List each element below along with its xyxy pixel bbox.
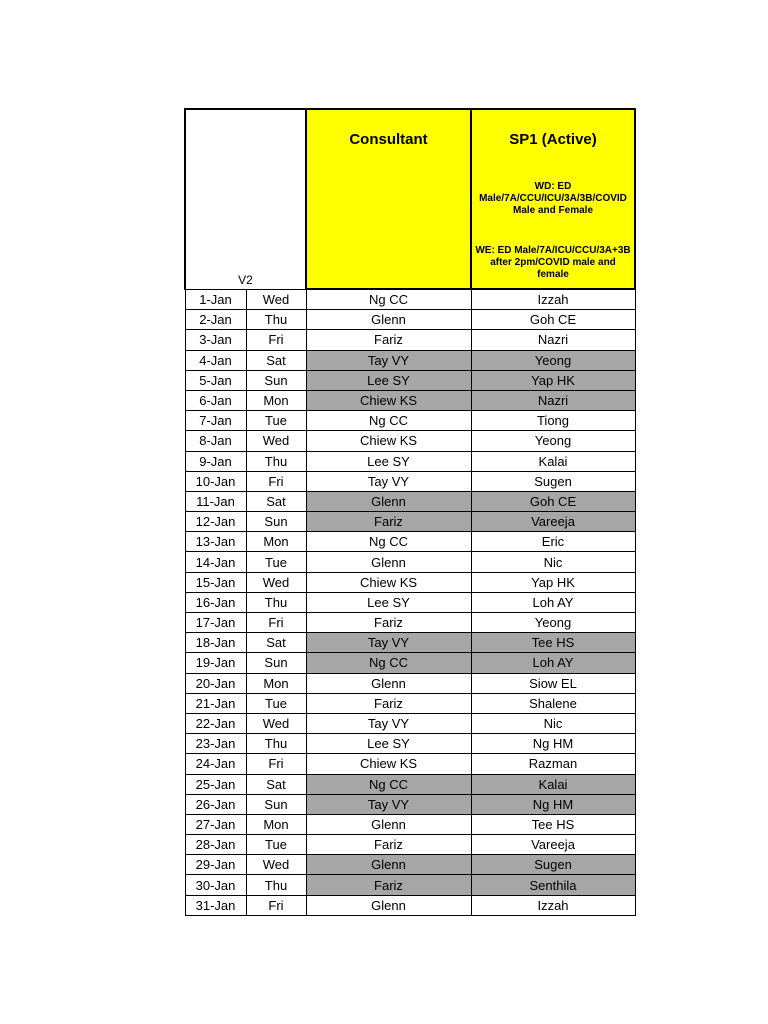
consultant-cell: Lee SY xyxy=(306,734,471,754)
sp1-cell: Yeong xyxy=(471,431,635,451)
date-cell: 29-Jan xyxy=(185,855,246,875)
sp1-cell: Sugen xyxy=(471,855,635,875)
table-row xyxy=(185,330,635,350)
consultant-header xyxy=(306,109,471,289)
date-cell: 3-Jan xyxy=(185,330,246,350)
table-row xyxy=(185,491,635,511)
version-label: V2 xyxy=(238,272,253,287)
date-cell: 12-Jan xyxy=(185,512,246,532)
date-cell: 24-Jan xyxy=(185,754,246,774)
date-cell: 7-Jan xyxy=(185,411,246,431)
consultant-cell: Fariz xyxy=(306,512,471,532)
day-cell: Tue xyxy=(246,411,306,431)
consultant-cell: Glenn xyxy=(306,491,471,511)
date-cell: 19-Jan xyxy=(185,653,246,673)
date-cell: 1-Jan xyxy=(185,289,246,310)
date-cell: 4-Jan xyxy=(185,350,246,370)
day-cell: Tue xyxy=(246,835,306,855)
date-cell: 27-Jan xyxy=(185,814,246,834)
sp1-cell: Yeong xyxy=(471,350,635,370)
sp1-cell: Kalai xyxy=(471,774,635,794)
table-row xyxy=(185,572,635,592)
day-cell: Wed xyxy=(246,289,306,310)
consultant-cell: Ng CC xyxy=(306,532,471,552)
day-cell: Sun xyxy=(246,653,306,673)
day-cell: Wed xyxy=(246,431,306,451)
table-row xyxy=(185,512,635,532)
day-cell: Thu xyxy=(246,875,306,895)
sp1-cell: Siow EL xyxy=(471,673,635,693)
day-cell: Mon xyxy=(246,673,306,693)
table-row xyxy=(185,653,635,673)
table-row xyxy=(185,814,635,834)
roster-table xyxy=(184,108,636,916)
table-row xyxy=(185,552,635,572)
sp1-cell: Tiong xyxy=(471,411,635,431)
consultant-cell: Tay VY xyxy=(306,794,471,814)
table-row xyxy=(185,855,635,875)
day-cell: Wed xyxy=(246,713,306,733)
day-cell: Thu xyxy=(246,592,306,612)
date-cell: 8-Jan xyxy=(185,431,246,451)
table-row xyxy=(185,350,635,370)
sp1-cell: Loh AY xyxy=(471,592,635,612)
table-row xyxy=(185,532,635,552)
date-cell: 28-Jan xyxy=(185,835,246,855)
day-cell: Fri xyxy=(246,613,306,633)
sp1-cell: Shalene xyxy=(471,693,635,713)
consultant-cell: Ng CC xyxy=(306,774,471,794)
table-row xyxy=(185,713,635,733)
day-cell: Tue xyxy=(246,552,306,572)
day-cell: Sat xyxy=(246,633,306,653)
day-cell: Sun xyxy=(246,512,306,532)
day-cell: Wed xyxy=(246,855,306,875)
day-cell: Thu xyxy=(246,734,306,754)
day-cell: Sun xyxy=(246,370,306,390)
consultant-cell: Glenn xyxy=(306,552,471,572)
table-row xyxy=(185,673,635,693)
consultant-cell: Ng CC xyxy=(306,653,471,673)
consultant-cell: Fariz xyxy=(306,875,471,895)
sp1-cell: Tee HS xyxy=(471,814,635,834)
version-cell xyxy=(185,109,306,289)
table-row xyxy=(185,734,635,754)
sp1-weekday-note: WD: ED Male/7A/CCU/ICU/3A/3B/COVID Male and Female xyxy=(479,181,627,216)
sp1-cell: Nic xyxy=(471,552,635,572)
day-cell: Sun xyxy=(246,794,306,814)
day-cell: Tue xyxy=(246,693,306,713)
sp1-cell: Goh CE xyxy=(471,310,635,330)
day-cell: Mon xyxy=(246,532,306,552)
consultant-cell: Chiew KS xyxy=(306,572,471,592)
table-row xyxy=(185,774,635,794)
table-row xyxy=(185,875,635,895)
table-row xyxy=(185,289,635,310)
sp1-cell: Yap HK xyxy=(471,370,635,390)
table-row xyxy=(185,895,635,915)
consultant-cell: Fariz xyxy=(306,330,471,350)
day-cell: Fri xyxy=(246,754,306,774)
header-row xyxy=(185,109,635,289)
sp1-cell: Goh CE xyxy=(471,491,635,511)
date-cell: 26-Jan xyxy=(185,794,246,814)
sp1-weekend-note: WE: ED Male/7A/ICU/CCU/3A+3B after 2pm/COVID male and female xyxy=(475,245,631,280)
sp1-cell: Yeong xyxy=(471,613,635,633)
consultant-cell: Tay VY xyxy=(306,633,471,653)
sp1-header xyxy=(471,109,635,289)
consultant-cell: Tay VY xyxy=(306,713,471,733)
date-cell: 17-Jan xyxy=(185,613,246,633)
table-row xyxy=(185,835,635,855)
consultant-cell: Fariz xyxy=(306,835,471,855)
table-row xyxy=(185,370,635,390)
day-cell: Fri xyxy=(246,330,306,350)
day-cell: Mon xyxy=(246,814,306,834)
table-row xyxy=(185,693,635,713)
date-cell: 25-Jan xyxy=(185,774,246,794)
consultant-cell: Chiew KS xyxy=(306,431,471,451)
day-cell: Sat xyxy=(246,491,306,511)
consultant-cell: Glenn xyxy=(306,814,471,834)
date-cell: 6-Jan xyxy=(185,390,246,410)
day-cell: Sat xyxy=(246,774,306,794)
table-row xyxy=(185,633,635,653)
table-row xyxy=(185,613,635,633)
sp1-cell: Razman xyxy=(471,754,635,774)
date-cell: 22-Jan xyxy=(185,713,246,733)
sp1-title: SP1 (Active) xyxy=(509,131,597,148)
table-row xyxy=(185,794,635,814)
sp1-cell: Sugen xyxy=(471,471,635,491)
sp1-cell: Ng HM xyxy=(471,734,635,754)
sp1-cell: Senthila xyxy=(471,875,635,895)
date-cell: 2-Jan xyxy=(185,310,246,330)
date-cell: 11-Jan xyxy=(185,491,246,511)
date-cell: 20-Jan xyxy=(185,673,246,693)
sp1-cell: Izzah xyxy=(471,895,635,915)
consultant-cell: Glenn xyxy=(306,855,471,875)
table-row xyxy=(185,754,635,774)
date-cell: 23-Jan xyxy=(185,734,246,754)
table-row xyxy=(185,592,635,612)
sp1-cell: Vareeja xyxy=(471,835,635,855)
date-cell: 18-Jan xyxy=(185,633,246,653)
date-cell: 15-Jan xyxy=(185,572,246,592)
day-cell: Fri xyxy=(246,471,306,491)
consultant-cell: Ng CC xyxy=(306,411,471,431)
day-cell: Sat xyxy=(246,350,306,370)
sp1-cell: Yap HK xyxy=(471,572,635,592)
sp1-cell: Tee HS xyxy=(471,633,635,653)
consultant-cell: Fariz xyxy=(306,613,471,633)
consultant-cell: Lee SY xyxy=(306,370,471,390)
date-cell: 5-Jan xyxy=(185,370,246,390)
table-row xyxy=(185,310,635,330)
sp1-cell: Ng HM xyxy=(471,794,635,814)
table-row xyxy=(185,451,635,471)
consultant-cell: Glenn xyxy=(306,310,471,330)
sp1-cell: Vareeja xyxy=(471,512,635,532)
table-row xyxy=(185,411,635,431)
sp1-cell: Nazri xyxy=(471,330,635,350)
consultant-cell: Tay VY xyxy=(306,350,471,370)
consultant-cell: Lee SY xyxy=(306,592,471,612)
day-cell: Thu xyxy=(246,310,306,330)
date-cell: 21-Jan xyxy=(185,693,246,713)
date-cell: 10-Jan xyxy=(185,471,246,491)
sp1-cell: Kalai xyxy=(471,451,635,471)
consultant-cell: Lee SY xyxy=(306,451,471,471)
consultant-cell: Chiew KS xyxy=(306,754,471,774)
sp1-cell: Eric xyxy=(471,532,635,552)
consultant-cell: Chiew KS xyxy=(306,390,471,410)
table-row xyxy=(185,431,635,451)
date-cell: 30-Jan xyxy=(185,875,246,895)
table-row xyxy=(185,390,635,410)
consultant-title: Consultant xyxy=(349,131,428,148)
date-cell: 9-Jan xyxy=(185,451,246,471)
consultant-cell: Tay VY xyxy=(306,471,471,491)
consultant-cell: Glenn xyxy=(306,673,471,693)
table-row xyxy=(185,471,635,491)
date-cell: 14-Jan xyxy=(185,552,246,572)
consultant-cell: Glenn xyxy=(306,895,471,915)
consultant-cell: Ng CC xyxy=(306,289,471,310)
roster-body xyxy=(185,109,635,915)
consultant-cell: Fariz xyxy=(306,693,471,713)
date-cell: 13-Jan xyxy=(185,532,246,552)
day-cell: Wed xyxy=(246,572,306,592)
sp1-cell: Nazri xyxy=(471,390,635,410)
date-cell: 16-Jan xyxy=(185,592,246,612)
day-cell: Fri xyxy=(246,895,306,915)
sp1-cell: Izzah xyxy=(471,289,635,310)
date-cell: 31-Jan xyxy=(185,895,246,915)
sp1-cell: Loh AY xyxy=(471,653,635,673)
day-cell: Mon xyxy=(246,390,306,410)
day-cell: Thu xyxy=(246,451,306,471)
sp1-cell: Nic xyxy=(471,713,635,733)
